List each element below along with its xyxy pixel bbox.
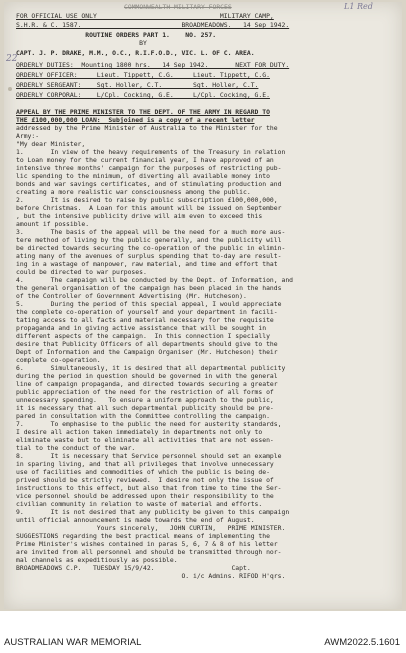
document-line: FOR OFFICIAL USE ONLY MILITARY CAMP,: [16, 12, 274, 20]
document-line: lic spending to the minimum, of diverting all available money into: [16, 172, 270, 180]
document-line: unnecessary spending. To ensure a uniform approach to the public,: [16, 396, 274, 404]
document-line: amount if possible.: [16, 220, 90, 228]
document-line: until official announcement is made towards the end of August.: [16, 516, 255, 524]
document-line: are invited from all personnel and should be transmitted through nor-: [16, 548, 282, 556]
footer-bar: [0, 611, 406, 653]
document-line: desire that Publicity Officers of all departments should give to the: [16, 340, 278, 348]
document-line: 7. To emphasise to the public the need for austerity standards,: [16, 420, 282, 428]
document-line: instructions to this effect, but also that from time to time the Ser-: [16, 484, 282, 492]
document-line: 8. It is necessary that Service personnel should set an example: [16, 452, 282, 460]
accession-number: AWM2022.5.1601: [324, 637, 400, 648]
document-line: different aspects of the campaign. In this connection I specially: [16, 332, 270, 340]
document-line: ORDERLY CORPORAL: L/Cpl. Cocking, G.E. L/Cpl. Cocking, G.E.: [16, 91, 270, 99]
document-line: pared in consultation with the Committee controlling the campaign.: [16, 412, 270, 420]
handwritten-note: L1 Red: [344, 2, 373, 11]
document-line: intensive three months' campaign for the purposes of restricting pub-: [16, 164, 282, 172]
document-line: it is necessary that all such departmental publicity should be pre-: [16, 404, 274, 412]
document-line: S.H.R. & C. 1587. BROADMEADOWS. 14 Sep 1942.: [16, 21, 290, 29]
document-line: public appreciation of the need for the restriction of all forms of: [16, 388, 274, 396]
document-line: mal channels as expeditiously as possible.: [16, 556, 178, 564]
document-line: the general organisation of the campaign has been placed in the hands: [16, 284, 282, 292]
document-line: civilian community in relation to waste of material and efforts.: [16, 500, 263, 508]
punch-hole: [8, 87, 12, 91]
document-line: Yours sincerely, JOHN CURTIN, PRIME MINISTER.: [16, 524, 286, 532]
document-line: the complete co-operation of yourself and your department in facili-: [16, 308, 278, 316]
document-line: in sparing living, and that all privileges that involve unnecessary: [16, 460, 274, 468]
document-line: eliminate waste but to eliminate all activities that are not essen-: [16, 436, 274, 444]
document-line: BY: [16, 39, 147, 47]
document-line: prived should be strictly reviewed. I desire not only the issue of: [16, 476, 274, 484]
document-line: ORDERLY DUTIES: Mounting 1800 hrs. 14 Sep 1942. NEXT FOR DUTY.: [16, 61, 290, 69]
document-line: use of facilities and commodities of which the public is being de-: [16, 468, 270, 476]
document-line: propaganda and in giving active assistance that will be sought in: [16, 324, 267, 332]
document-line: tere method of living by the public generally, and the publicity will: [16, 236, 282, 244]
document-line: BROADMEADOWS C.P. TUESDAY 15/9/42. Capt.: [16, 564, 251, 572]
document-line: O. i/c Admins. RIFOD H'qrs.: [16, 572, 286, 580]
document-line: I desire all action taken immediately in departments not only to: [16, 428, 263, 436]
document-line: addressed by the Prime Minister of Australia to the Minister for the: [16, 124, 278, 132]
document-line: before Christmas. A Loan for this amount will be issued on September: [16, 204, 282, 212]
institution-credit: AUSTRALIAN WAR MEMORIAL: [4, 637, 142, 648]
document-line: 9. It is not desired that any publicity be given to this campaign: [16, 508, 290, 516]
document-line: creating a more realistic war consciousness among the public.: [16, 188, 251, 196]
document-line: Dept of Information and the Campaign Organiser (Mr. Hutcheson) their: [16, 348, 278, 356]
document-line: ROUTINE ORDERS PART 1. NO. 257.: [16, 31, 217, 39]
document-line: SUGGESTIONS regarding the best practical means of implementing the: [16, 532, 270, 540]
document-line: complete co-operation.: [16, 356, 101, 364]
document-line: 5. During the period of this special appeal, I would appreciate: [16, 300, 282, 308]
document-line: ing in a wastage of manpower, raw material, and time and effort that: [16, 260, 278, 268]
document-line: ating many of the avenues of surplus spending that to-day are result-: [16, 252, 282, 260]
document-line: could be directed to war purposes.: [16, 268, 147, 276]
document-line: line of campaign propaganda, and directed towards securing a greater: [16, 380, 278, 388]
document-line: ORDERLY SERGEANT: Sgt. Holler, C.T. Sgt. Holler, C.T.: [16, 81, 259, 89]
document-line: 4. The campaign will be conducted by the Dept. of Information, and: [16, 276, 294, 284]
paper-page: [4, 2, 402, 609]
document-line: CAPT. J. P. DRAKE, M.M., O.C., R.I.F.O.D., VIC. L. OF C. AREA.: [16, 49, 255, 57]
document-line: during the period in question should be governed in with the general: [16, 372, 278, 380]
document-line: "My dear Minister,: [16, 140, 86, 148]
document-line: 1. In view of the heavy requirements of the Treasury in relation: [16, 148, 286, 156]
document-line: 2. It is desired to raise by public subscription £100,000,000,: [16, 196, 278, 204]
top-stamp: COMMONWEALTH MILITARY FORCES: [124, 3, 232, 11]
margin-note: 22: [6, 54, 18, 64]
document-line: APPEAL BY THE PRIME MINISTER TO THE DEPT. OF THE ARMY IN REGARD TO: [16, 108, 270, 116]
document-line: Army:-: [16, 132, 40, 140]
document-line: to Loan money for the current financial year, I have approved of an: [16, 156, 274, 164]
document-line: ORDERLY OFFICER: Lieut. Tippett, C.G. Lieut. Tippett, C.G.: [16, 71, 270, 79]
document-line: 3. The basis of the appeal will be the need for a much more aus-: [16, 228, 286, 236]
document-line: be directed towards securing the co-operation of the public in elimin-: [16, 244, 286, 252]
document-line: bonds and war savings certificates, and of stimulating production and: [16, 180, 282, 188]
document-line: vice personnel should be addressed upon their responsibility to the: [16, 492, 274, 500]
document-line: THE £100,000,000 LOAN: Subjoined is a copy of a recent letter: [16, 116, 255, 124]
document-line: tial to the conduct of the war.: [16, 444, 136, 452]
document-line: of the Controller of Government Advertising (Mr. Hutcheson).: [16, 292, 247, 300]
document-line: , but the intensive publicity drive will aim even to exceed this: [16, 212, 263, 220]
document-line: 6. Simultaneously, it is desired that all departmental publicity: [16, 364, 286, 372]
document-line: tating access to all facts and material necessary for the requisite: [16, 316, 274, 324]
document-line: Prime Minister's wishes contained in paras 5, 6, 7 & 8 of his letter: [16, 540, 278, 548]
